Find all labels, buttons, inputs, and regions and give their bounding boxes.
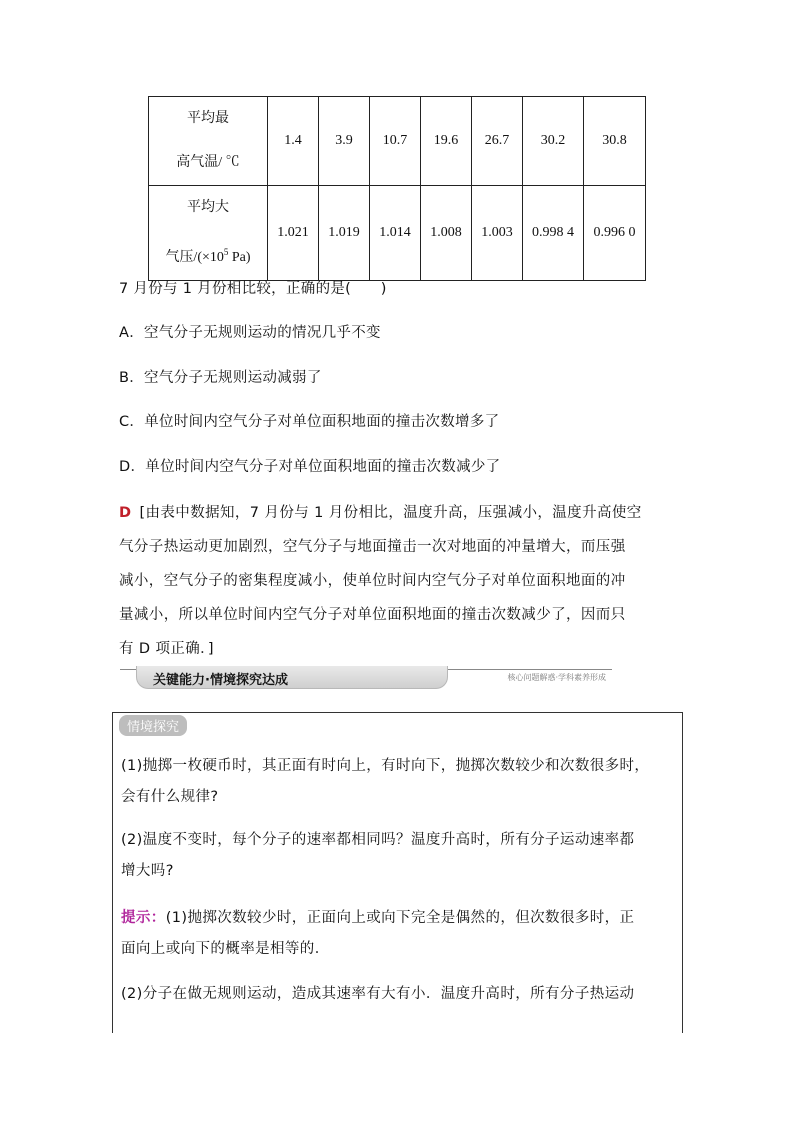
banner-tab (136, 666, 448, 689)
climate-data-table (148, 96, 646, 281)
option-a: A．空气分子无规则运动的情况几乎不变 (119, 325, 381, 341)
row-header-line2-prefix: 气压/(×10 (165, 250, 224, 265)
table-cell: 19.6 (421, 97, 472, 186)
table-cell: 10.7 (370, 97, 421, 186)
table-cell: 1.003 (472, 186, 523, 281)
answer-line: 减小，空气分子的密集程度减小，使单位时间内空气分子对单位面积地面的冲 (119, 573, 626, 589)
explore-hint-2: (2)分子在做无规则运动，造成其速率有大有小．温度升高时，所有分子热运动 (121, 986, 635, 1002)
table-cell: 30.8 (584, 97, 646, 186)
section-title: 关键能力·情境探究达成 (153, 673, 288, 688)
answer-explanation (119, 496, 679, 666)
table-cell: 1.4 (268, 97, 319, 186)
row-header-temperature (149, 97, 268, 186)
option-c: C．单位时间内空气分子对单位面积地面的撞击次数增多了 (119, 414, 500, 430)
table-row-temperature (149, 97, 646, 186)
table-cell: 0.998 4 (523, 186, 584, 281)
option-d: D．单位时间内空气分子对单位面积地面的撞击次数减少了 (119, 459, 501, 475)
explore-question-1: (1)抛掷一枚硬币时，其正面有时向上，有时向下，抛掷次数较少和次数很多时， 会有什么规律? (121, 758, 650, 805)
table-cell: 1.021 (268, 186, 319, 281)
answer-line: 气分子热运动更加剧烈，空气分子与地面撞击一次对地面的冲量增大，而压强 (119, 539, 626, 555)
row-header-line1: 平均大 (187, 200, 229, 215)
explore-box (112, 712, 683, 1033)
table-cell: 26.7 (472, 97, 523, 186)
answer-letter: D (119, 505, 132, 521)
table-cell: 30.2 (523, 97, 584, 186)
explore-hint-1: 提示：(1)抛掷次数较少时，正面向上或向下完全是偶然的，但次数很多时，正 面向上或向下的概率是相等的． (121, 910, 635, 957)
answer-line: D [由表中数据知，7 月份与 1 月份相比，温度升高，压强减小，温度升高使空 (119, 505, 642, 521)
explore-question-2: (2)温度不变时，每个分子的速率都相同吗？温度升高时，所有分子运动速率都 增大吗? (121, 832, 635, 879)
row-header-line1: 平均最 (187, 111, 229, 126)
table-cell: 1.008 (421, 186, 472, 281)
table-cell: 1.014 (370, 186, 421, 281)
hint-label: 提示： (121, 910, 166, 926)
row-header-exponent: 5 (223, 247, 229, 257)
section-subtitle: 核心问题解惑·学科素养形成 (507, 673, 606, 682)
answer-line: 量减小，所以单位时间内空气分子对单位面积地面的撞击次数减少了，因而只 (119, 607, 626, 623)
explore-tag: 情境探究 (119, 715, 187, 736)
section-banner (120, 664, 612, 690)
table-cell: 1.019 (319, 186, 370, 281)
row-header-line2-suffix: Pa) (228, 250, 251, 265)
option-b: B．空气分子无规则运动减弱了 (119, 370, 322, 386)
table-cell: 0.996 0 (584, 186, 646, 281)
table-row-pressure (149, 186, 646, 281)
table-cell: 3.9 (319, 97, 370, 186)
answer-line: 有 D 项正确．] (119, 641, 214, 657)
row-header-line2: 高气温/ ℃ (176, 155, 240, 170)
row-header-pressure (149, 186, 268, 281)
question-stem: 7 月份与 1 月份相比较，正确的是( ) (119, 281, 387, 297)
